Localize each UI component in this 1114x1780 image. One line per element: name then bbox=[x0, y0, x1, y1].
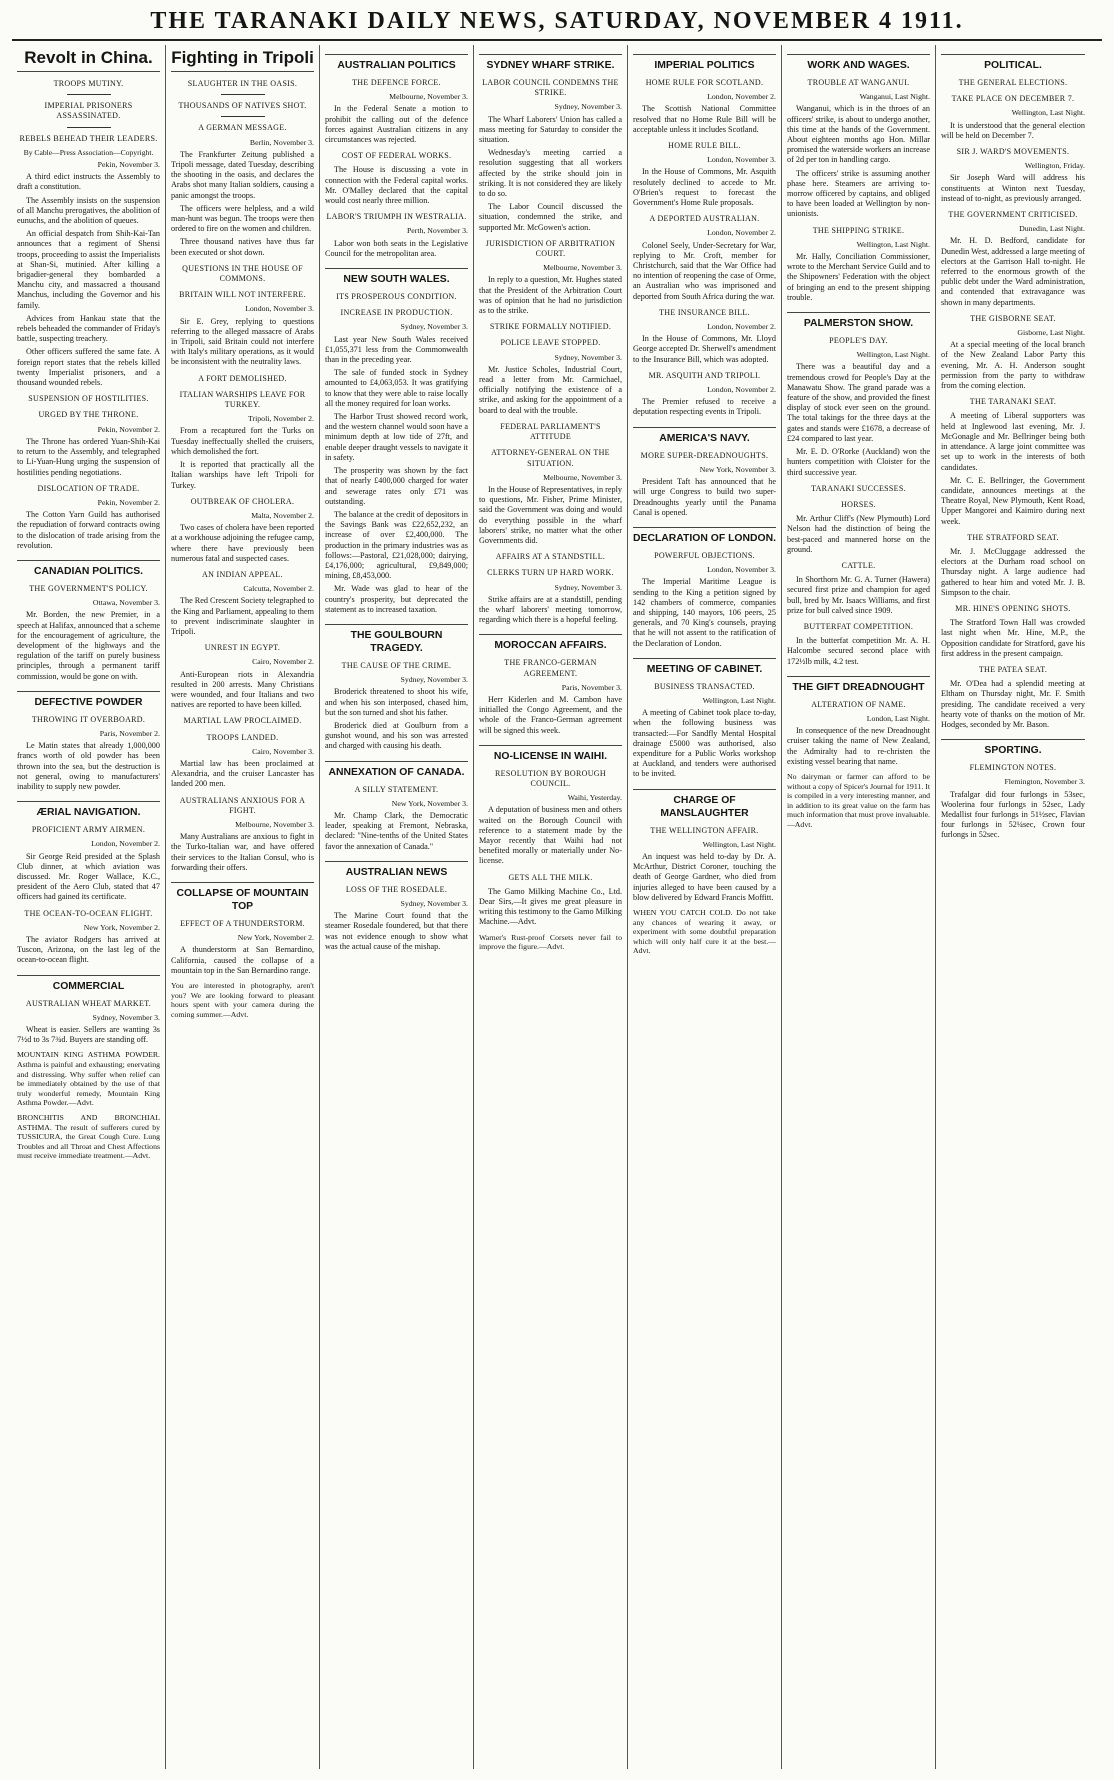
subhead: MR. HINE'S OPENING SHOTS. bbox=[955, 603, 1071, 613]
subhead: SIR J. WARD'S MOVEMENTS. bbox=[956, 147, 1070, 157]
advertisement: MOUNTAIN KING ASTHMA POWDER. Asthma is painful and exhausting; enervating and distressing. Why suffer when relief can be immediately obtained by the use of that truly wonderful remedy, Mountain King Asthma Powder.—Advt. bbox=[17, 1050, 160, 1108]
dateline: London, November 2. bbox=[707, 322, 776, 332]
subhead: A FORT DEMOLISHED. bbox=[198, 373, 287, 383]
paragraph: Mr. H. D. Bedford, candidate for Dunedin West, addressed a large meeting of electors at the Garrison Hall to-night. He referred to the enormous growth of the public debt under the Ward administration, and contended that extravagance was shown in many departments. bbox=[941, 236, 1085, 307]
paragraph: Sir Joseph Ward will address his constituents at Winton next Tuesday, instead of to-night, as previously arranged. bbox=[941, 173, 1085, 203]
paragraph: Advices from Hankau state that the rebels beheaded the commander of Friday's battle, suspecting treachery. bbox=[17, 313, 160, 344]
masthead: THE TARANAKI DAILY NEWS, SATURDAY, NOVEMBER 4 1911. bbox=[150, 8, 964, 34]
paragraph: An inquest was held to-day by Dr. A. McArthur, District Coroner, touching the death of George Gardner, who died from injuries alleged to have been caused by a blow delivered by Edward Francis Moffitt. bbox=[633, 851, 776, 902]
column-2 bbox=[166, 45, 320, 1769]
subhead: A DEPORTED AUSTRALIAN. bbox=[649, 214, 760, 224]
paragraph: In the House of Commons, Mr. Lloyd George accepted Dr. Sherwell's amendment to the Insurance Bill, which was adopted. bbox=[633, 334, 776, 364]
subhead: UNREST IN EGYPT. bbox=[204, 643, 281, 653]
dateline: Sydney, November 3. bbox=[554, 352, 622, 362]
paragraph: President Taft has announced that he will urge Congress to build two super-Dreadnoughts yearly until the Panama Canal is opened. bbox=[633, 477, 776, 517]
subhead: HOME RULE FOR SCOTLAND. bbox=[645, 78, 764, 87]
subhead: LOSS OF THE ROSEDALE. bbox=[345, 884, 448, 894]
paragraph: From a recaptured fort the Turks on Tuesday ineffectually shelled the cruisers, which demolished the fort. bbox=[171, 426, 314, 456]
paragraph: Martial law has been proclaimed at Alexandria, and the cruiser Lancaster has landed 200 men. bbox=[171, 758, 314, 789]
paragraph: Wanganui, which is in the throes of an officers' strike, is about to undergo another, this time at the hands of the Government. About eighteen months ago Hon. Millar promised the waterside workers an increase of 2d per ton in handling cargo. bbox=[787, 104, 930, 165]
paragraph: The Imperial Maritime League is sending to the King a petition signed by 142 chambers of commerce, companies and shipping, 140 mayors, 106 peers, 25 generals, and 70 King's counsels, praying that he will not assent to the ratification of the Declaration of London. bbox=[633, 577, 776, 648]
subhead: THE FRANCO-GERMAN AGREEMENT. bbox=[504, 658, 597, 678]
dateline: London, November 2. bbox=[707, 228, 776, 238]
headline-aerial-navigation: ÆRIAL NAVIGATION. bbox=[17, 801, 160, 819]
subhead: OUTBREAK OF CHOLERA. bbox=[190, 496, 295, 506]
subhead: PROFICIENT ARMY AIRMEN. bbox=[31, 825, 146, 835]
dateline: Berlin, November 3. bbox=[249, 137, 314, 147]
paragraph: Herr Kiderlen and M. Cambon have initialled the Congo Agreement, and the whole of the Franco-German agreement will be signed this week. bbox=[479, 694, 622, 735]
headline-sydney-wharf-strike: SYDNEY WHARF STRIKE. bbox=[479, 54, 622, 72]
subhead: SUSPENSION OF HOSTILITIES. bbox=[28, 394, 149, 404]
subhead: THE CAUSE OF THE CRIME. bbox=[341, 660, 452, 670]
paragraph: Colonel Seely, Under-Secretary for War, replying to Mr. Croft, member for Christchurch, said that the War Office had no intention of reopening the case of Orme, an Australian who was imprisoned and deported from South Africa during the war. bbox=[633, 240, 776, 301]
paragraph: It is understood that the general election will be held on December 7. bbox=[941, 120, 1085, 140]
paragraph: Anti-European riots in Alexandria resulted in 200 arrests. Many Christians were wounded, and four Italians and two natives are reported to have been killed. bbox=[171, 669, 314, 710]
subhead: MARTIAL LAW PROCLAIMED. bbox=[183, 716, 302, 726]
paragraph: Strike affairs are at a standstill, pending the wharf laborers' meeting tomorrow, regarding which there is a hopeful feeling. bbox=[479, 594, 622, 625]
subhead: THE GENERAL ELECTIONS. bbox=[958, 78, 1068, 87]
subhead: SLAUGHTER IN THE OASIS. bbox=[187, 79, 298, 88]
subhead: THE TARANAKI SEAT. bbox=[969, 397, 1057, 407]
divider bbox=[67, 94, 111, 95]
subhead: ITS PROSPEROUS CONDITION. bbox=[336, 292, 457, 302]
headline-australian-politics: AUSTRALIAN POLITICS bbox=[325, 54, 468, 72]
paragraph: In Shorthorn Mr. G. A. Turner (Hawera) secured first prize and champion for aged bull, bred by Mr. Isaacs Williams, and first prize for bull calved since 1909. bbox=[787, 575, 930, 615]
subhead: CATTLE. bbox=[841, 560, 876, 570]
paragraph: Sir E. Grey, replying to questions referring to the alleged massacre of Arabs in Tripoli, said Britain could not interfere with Italy's military operations, as it would be inconsistent with the neutrality laws. bbox=[171, 316, 314, 367]
paragraph: The Gamo Milking Machine Co., Ltd. Dear Sirs,—It gives me great pleasure in writing this testimony to the Gamo Milking Machine.—Advt. bbox=[479, 886, 622, 927]
dateline: Sydney, November 3. bbox=[400, 675, 468, 685]
dateline: Pekin, November 2. bbox=[97, 497, 160, 507]
paragraph: Broderick threatened to shoot his wife, and when his son interposed, chased him, but the son turned and shot his father. bbox=[325, 687, 468, 717]
paragraph: The officers were helpless, and a wild man-hunt was begun. The troops were then ordered to fire on the women and children. bbox=[171, 203, 314, 234]
paragraph: The Marine Court found that the steamer Rosedale foundered, but that there was not evidence enough to show what was the actual cause of the mishap. bbox=[325, 911, 468, 951]
credit-line: By Cable—Press Association—Copyright. bbox=[23, 147, 154, 157]
paragraph: Mr. O'Dea had a splendid meeting at Eltham on Thursday night, Mr. F. Smith presiding. The candidate received a very hearty vote of thanks on the motion of Mr. Hodges, seconded by Mr. Bason. bbox=[941, 679, 1085, 729]
paragraph: Mr. Arthur Cliff's (New Plymouth) Lord Nelson had the distinction of being the best-paced and mannered horse on the ground. bbox=[787, 514, 930, 554]
headline-gift-dreadnought: THE GIFT DREADNOUGHT bbox=[787, 676, 930, 694]
column-1 bbox=[12, 45, 166, 1769]
subhead: MORE SUPER-DREADNOUGHTS. bbox=[640, 450, 769, 460]
subhead: THE GOVERNMENT'S POLICY. bbox=[29, 583, 148, 593]
dateline: Sydney, November 3. bbox=[400, 898, 468, 908]
paragraph: The officers' strike is assuming another phase here. Steamers are arriving to-morrow officered by captains, and obliged to have been loaded at Wellington by non-unionists. bbox=[787, 168, 930, 219]
subhead: FLEMINGTON NOTES. bbox=[969, 763, 1057, 773]
subhead: BRITAIN WILL NOT INTERFERE. bbox=[179, 290, 306, 300]
column-4 bbox=[474, 45, 628, 1769]
subhead: PEOPLE'S DAY. bbox=[829, 336, 888, 346]
subhead: GETS ALL THE MILK. bbox=[508, 872, 593, 882]
dateline: Perth, November 3. bbox=[406, 226, 468, 236]
dateline: Gisborne, Last Night. bbox=[1017, 328, 1085, 338]
paragraph: A thunderstorm at San Bernardino, California, caused the collapse of a mountain top in the San Bernardino range. bbox=[171, 945, 314, 975]
headline-americas-navy: AMERICA'S NAVY. bbox=[633, 427, 776, 445]
subhead: TROUBLE AT WANGANUI. bbox=[807, 78, 910, 87]
dateline: London, November 2. bbox=[707, 92, 776, 102]
subhead: REBELS BEHEAD THEIR LEADERS. bbox=[19, 133, 158, 143]
columns bbox=[12, 45, 1102, 1769]
paragraph: Mr. Justice Scholes, Industrial Court, read a letter from Mr. Carmichael, officially notifying the existence of a strike, and asking for the appointment of a board to deal with the trouble. bbox=[479, 364, 622, 415]
divider bbox=[67, 127, 111, 128]
dateline: Calcutta, November 2. bbox=[243, 584, 314, 594]
paragraph: There was a beautiful day and a tremendous crowd for People's Day at the Manawatu Show. The grand parade was a feature of the show, and provided the finest display of stock ever seen on the ground. The total takings for the three days at the gates and stands were £1678, a decrease of £24 compared to last year. bbox=[787, 362, 930, 443]
subhead: INCREASE IN PRODUCTION. bbox=[340, 308, 453, 318]
subhead: POWERFUL OBJECTIONS. bbox=[654, 550, 755, 560]
column-6 bbox=[782, 45, 936, 1769]
subhead: ATTORNEY-GENERAL ON THE SITUATION. bbox=[491, 448, 610, 468]
dateline: New York, November 2. bbox=[83, 922, 160, 932]
headline-charge-manslaughter: CHARGE OF MANSLAUGHTER bbox=[633, 789, 776, 820]
paragraph: It is reported that practically all the Italian warships have left Tripoli for Turkey. bbox=[171, 460, 314, 490]
subhead: THE INSURANCE BILL. bbox=[659, 307, 750, 317]
headline-palmerston-show: PALMERSTON SHOW. bbox=[787, 312, 930, 330]
headline-sporting: SPORTING. bbox=[941, 739, 1085, 757]
dateline: Cairo, November 2. bbox=[252, 657, 314, 667]
dateline: Wellington, Last Night. bbox=[856, 239, 930, 249]
paragraph: In the House of Commons, Mr. Asquith resolutely declined to accede to Mr. O'Brien's request to forecast the Government's Home Rule proposals. bbox=[633, 167, 776, 208]
divider bbox=[221, 116, 265, 117]
paragraph: The Wharf Laborers' Union has called a mass meeting for Saturday to consider the situation. bbox=[479, 114, 622, 145]
paragraph: The Throne has ordered Yuan-Shih-Kai to return to the Assembly, and telegraphed to Li-Yuan-Hung urging the suspension of hostilities pending negotiations. bbox=[17, 436, 160, 477]
subhead: THOUSANDS OF NATIVES SHOT. bbox=[178, 101, 307, 111]
paragraph: Other officers suffered the same fate. A foreign report states that the rebels killed twenty Imperialist prisoners, and a thousand wounded rebels. bbox=[17, 347, 160, 388]
dateline: Melbourne, November 3. bbox=[543, 263, 622, 273]
paragraph: Two cases of cholera have been reported at a workhouse adjoining the refugee camp, where there have previously been numerous fatal and suspected cases. bbox=[171, 523, 315, 563]
paragraph: Last year New South Wales received £1,055,371 less from the Commonwealth than in the preceding year. bbox=[325, 334, 468, 365]
subhead: THE STRATFORD SEAT. bbox=[967, 532, 1059, 542]
paragraph: Wheat is easier. Sellers are wanting 3s 7½d to 3s 7¾d. Buyers are standing off. bbox=[17, 1025, 160, 1045]
subhead: TAKE PLACE ON DECEMBER 7. bbox=[951, 94, 1075, 104]
dateline: Wanganui, Last Night. bbox=[859, 92, 930, 102]
headline-political: POLITICAL. bbox=[941, 54, 1085, 72]
dateline: Sydney, November 3. bbox=[554, 102, 622, 112]
subhead: URGED BY THE THRONE. bbox=[38, 410, 139, 420]
paragraph: The Premier refused to receive a deputation respecting events in Tripoli. bbox=[633, 397, 776, 417]
headline-work-wages: WORK AND WAGES. bbox=[787, 54, 930, 72]
dateline: Pekin, November 3. bbox=[97, 160, 160, 170]
paragraph: Mr. Wade was glad to hear of the country's prosperity, but deprecated the statement as to increased taxation. bbox=[325, 584, 468, 614]
paragraph: A meeting of Cabinet took place to-day, when the following business was transacted:—For Sandfly Mental Hospital drainage £5000 was authorised, also expenditure for a Public Works workshop at Auckland, and tenders were authorised to be invited. bbox=[633, 708, 776, 779]
dateline: New York, November 3. bbox=[391, 798, 468, 808]
paragraph: Trafalgar did four furlongs in 53sec, Woolerina four furlongs in 52sec, Lady Medallist four furlongs in 51½sec, Flavian four furlongs in 52¼sec, Crown four furlongs in 52sec. bbox=[941, 789, 1085, 840]
subhead: DISLOCATION OF TRADE. bbox=[37, 483, 140, 493]
paragraph: The Scottish National Committee resolved that no Home Rule Bill will be acceptable unless it includes Scotland. bbox=[633, 104, 776, 134]
headline-meeting-cabinet: MEETING OF CABINET. bbox=[633, 658, 776, 676]
paragraph: Wednesday's meeting carried a resolution suggesting that all workers affected by the strike should join in striking. It is not considered they are likely to do so. bbox=[479, 148, 622, 199]
subhead: EFFECT OF A THUNDERSTORM. bbox=[180, 919, 305, 928]
subhead: POLICE LEAVE STOPPED. bbox=[500, 338, 601, 348]
dateline: Tripoli, November 2. bbox=[248, 414, 314, 424]
paragraph: Labor won both seats in the Legislative Council for the metropolitan area. bbox=[325, 238, 468, 258]
headline-australian-news: AUSTRALIAN NEWS bbox=[325, 861, 468, 879]
dateline: New York, November 3. bbox=[699, 464, 776, 474]
dateline: Sydney, November 3. bbox=[554, 582, 622, 592]
headline-collapse-mountain: COLLAPSE OF MOUNTAIN TOP bbox=[171, 882, 314, 913]
paragraph: Mr. Borden, the new Premier, in a speech at Halifax, announced that a scheme for the encouragement of agriculture, the development of the highways and the regulation of the tariff on purely business principles, through a permanent tariff commission, would be gone on with. bbox=[17, 610, 160, 681]
subhead: AUSTRALIANS ANXIOUS FOR A FIGHT. bbox=[179, 795, 306, 815]
subhead: A SILLY STATEMENT. bbox=[354, 784, 439, 794]
dateline: Melbourne, November 3. bbox=[543, 472, 622, 482]
subhead: MR. ASQUITH AND TRIPOLI. bbox=[648, 370, 761, 380]
dateline: Sydney, November 3. bbox=[400, 322, 468, 332]
dateline: Ottawa, November 3. bbox=[92, 598, 160, 608]
dateline: Pekin, November 2. bbox=[97, 424, 160, 434]
headline-canadian-politics: CANADIAN POLITICS. bbox=[17, 560, 160, 578]
dateline: London, November 2. bbox=[707, 385, 776, 395]
column-7 bbox=[936, 45, 1090, 1769]
subhead: STRIKE FORMALLY NOTIFIED. bbox=[489, 322, 612, 332]
paragraph: Three thousand natives have thus far been executed or shot down. bbox=[171, 237, 314, 257]
subhead: RESOLUTION BY BOROUGH COUNCIL. bbox=[495, 768, 606, 788]
paragraph: Mr. Hally, Conciliation Commissioner, wrote to the Merchant Service Guild and to the Shipowners' Federation with the object of bringing an end to the present shipping trouble. bbox=[787, 252, 930, 302]
paragraph: Broderick died at Goulburn from a gunshot wound, and his son was arrested and charged with causing his death. bbox=[325, 720, 468, 751]
advertisement: No dairyman or farmer can afford to be without a copy of Spicer's Journal for 1911. It is compiled in a very interesting manner, and in addition to its great value on the farm has much information that must prove invaluable.—Advt. bbox=[787, 771, 930, 829]
dateline: London, November 3. bbox=[707, 155, 776, 165]
headline-fighting-tripoli: Fighting in Tripoli bbox=[171, 47, 314, 72]
dateline: Wellington, Last Night. bbox=[702, 695, 776, 705]
column-5 bbox=[628, 45, 782, 1769]
headline-new-south-wales: NEW SOUTH WALES. bbox=[325, 268, 468, 286]
subhead: THE SHIPPING STRIKE. bbox=[812, 225, 905, 235]
dateline: Waihi, Yesterday. bbox=[567, 793, 622, 803]
paragraph: The Labor Council discussed the situation, condemned the strike, and supported Mr. McGowen's action. bbox=[479, 202, 622, 232]
subhead: THE GOVERNMENT CRITICISED. bbox=[948, 210, 1078, 220]
headline-moroccan-affairs: MOROCCAN AFFAIRS. bbox=[479, 634, 622, 652]
column-3 bbox=[320, 45, 474, 1769]
paragraph: In consequence of the new Dreadnought cruiser taking the name of New Zealand, the Admiralty had to re-christen the existing vessel bearing that name. bbox=[787, 726, 930, 766]
subhead: THE OCEAN-TO-OCEAN FLIGHT. bbox=[24, 908, 153, 918]
dateline: Paris, November 2. bbox=[99, 728, 160, 738]
subhead: AFFAIRS AT A STANDSTILL. bbox=[495, 552, 606, 562]
headline-defective-powder: DEFECTIVE POWDER bbox=[17, 691, 160, 709]
subhead: FEDERAL PARLIAMENT'S ATTITUDE bbox=[500, 421, 601, 442]
subhead: THE GISBORNE SEAT. bbox=[970, 313, 1056, 323]
subhead: THE DEFENCE FORCE. bbox=[352, 78, 441, 87]
masthead-rule bbox=[12, 39, 1102, 41]
paragraph: Mr. E. D. O'Rorke (Auckland) won the hunters competition with Cloister for the third successive year. bbox=[787, 447, 930, 477]
dateline: London, November 3. bbox=[707, 565, 776, 575]
dateline: Melbourne, November 3. bbox=[389, 92, 468, 102]
paragraph: The Red Crescent Society telegraphed to the King and Parliament, appealing to them to prevent indiscriminate slaughter in Tripoli. bbox=[171, 596, 314, 636]
advertisement: Warner's Rust-proof Corsets never fail to improve the figure.—Advt. bbox=[479, 932, 622, 952]
subhead: TROOPS LANDED. bbox=[206, 732, 279, 742]
subhead: ALTERATION OF NAME. bbox=[811, 699, 906, 709]
subhead: HORSES. bbox=[841, 499, 876, 509]
paragraph: The balance at the credit of depositors in the Savings Bank was £22,652,232, an increase of over £2,400,000. The production in the primary industries was as follows:—Pastoral, £21,028,000; dairying, £4,176,000; agricultural, £9,849,000; mining, £8,453,000. bbox=[325, 509, 468, 581]
subhead: TARANAKI SUCCESSES. bbox=[811, 483, 906, 493]
dateline: Sydney, November 3. bbox=[92, 1012, 160, 1022]
paragraph: The House is discussing a vote in connection with the Federal capital works. Mr. O'Malley declared that the capital would cost nearly three million. bbox=[325, 165, 468, 206]
paragraph: Le Matin states that already 1,000,000 francs worth of old powder has been thrown into the sea, but the destruction is not general, owing to manufacturers' inability to supply new powder. bbox=[17, 741, 160, 791]
dateline: London, November 2. bbox=[91, 839, 160, 849]
subhead: THE PATEA SEAT. bbox=[978, 664, 1048, 674]
paragraph: Mr. Champ Clark, the Democratic leader, speaking at Fremont, Nebraska, declared: "Nine-tenths of the United States favor the annexation of Canada." bbox=[325, 810, 468, 851]
subhead: LABOR COUNCIL CONDEMNS THE STRIKE. bbox=[482, 78, 619, 98]
paragraph: Sir George Reid presided at the Splash Club dinner, at which aviation was discussed. Mr. Roger Wallace, K.C., president of the Aero Club, stated that 47 officers had gained its certificate. bbox=[17, 851, 160, 902]
subhead: COST OF FEDERAL WORKS. bbox=[341, 151, 452, 161]
dateline: Cairo, November 3. bbox=[252, 746, 314, 756]
dateline: Flemington, November 3. bbox=[1004, 777, 1085, 787]
advertisement: BRONCHITIS AND BRONCHIAL ASTHMA. The result of sufferers cured by TUSSICURA, the Great Cough Cure. Lung Troubles and all Throat and Chest Affections must receive immediate treatment.—Advt. bbox=[17, 1112, 160, 1161]
subhead: THE WELLINGTON AFFAIR. bbox=[650, 825, 759, 835]
subhead: TROOPS MUTINY. bbox=[53, 79, 124, 88]
paragraph: The Assembly insists on the suspension of all Manchu prerogatives, the abolition of eunuchs, and the abolition of queues. bbox=[17, 195, 160, 226]
paragraph: In reply to a question, Mr. Hughes stated that the President of the Arbitration Court was of opinion that he had no jurisdiction as to the strike. bbox=[479, 275, 622, 316]
dateline: Paris, November 3. bbox=[561, 682, 622, 692]
dateline: Wellington, Last Night. bbox=[856, 350, 930, 360]
paragraph: In the House of Representatives, in reply to questions, Mr. Fisher, Prime Minister, said the Government was doing and would do everything possible in the wharf laborers' strike, no matter what the other Governments did. bbox=[479, 484, 622, 545]
subhead: AN INDIAN APPEAL. bbox=[202, 569, 283, 579]
headline-revolt-china: Revolt in China. bbox=[17, 47, 160, 72]
headline-no-license-waihi: NO-LICENSE IN WAIHI. bbox=[479, 745, 622, 763]
subhead: CLERKS TURN UP HARD WORK. bbox=[487, 568, 614, 578]
dateline: Wellington, Last Night. bbox=[702, 839, 776, 849]
dateline: Malta, November 2. bbox=[251, 510, 314, 520]
headline-goulburn-tragedy: THE GOULBOURN TRAGEDY. bbox=[325, 624, 468, 655]
paragraph: The aviator Rodgers has arrived at Tuscon, Arizona, on the last leg of the ocean-to-ocean flight. bbox=[17, 935, 160, 965]
paragraph: The prosperity was shown by the fact that of nearly £400,000 charged for water and sewerage rates only £71 was outstanding. bbox=[325, 466, 468, 506]
paragraph: The Cotton Yarn Guild has authorised the repudiation of forward contracts owing to the dislocation of trade arising from the revolution. bbox=[17, 510, 160, 550]
divider bbox=[221, 94, 265, 95]
subhead: HOME RULE BILL. bbox=[668, 141, 741, 151]
paragraph: Mr. C. E. Bellringer, the Government candidate, announces meetings at the Theatre Royal, New Plymouth, Kent Road, Upper Mangorei and Kaimiro during next week. bbox=[941, 475, 1085, 526]
paragraph: At a special meeting of the local branch of the New Zealand Labor Party this evening, Mr. A. H. Anderson sought permission from the party to withdraw from the coming election. bbox=[941, 340, 1085, 391]
subhead: THROWING IT OVERBOARD. bbox=[31, 714, 146, 724]
dateline: Melbourne, November 3. bbox=[235, 819, 314, 829]
headline-imperial-politics: IMPERIAL POLITICS bbox=[633, 54, 776, 72]
headline-annexation-canada: ANNEXATION OF CANADA. bbox=[325, 761, 468, 779]
subhead: LABOR'S TRIUMPH IN WESTRALIA. bbox=[326, 212, 467, 222]
subhead: BUTTERFAT COMPETITION. bbox=[803, 621, 914, 631]
paragraph: Many Australians are anxious to fight in the Turko-Italian war, and have offered their services to the Italian Consul, who is forwarding their offers. bbox=[171, 832, 314, 872]
headline-commercial: COMMERCIAL bbox=[17, 975, 160, 993]
dateline: Wellington, Last Night. bbox=[1011, 108, 1085, 118]
paragraph: Mr. J. McCluggage addressed the electors at the Durham road school on Thursday night. A large audience had gathered to hear him and voted Mr. J. B. Simpson to the chair. bbox=[941, 546, 1085, 597]
dateline: Dunedin, Last Night. bbox=[1019, 224, 1085, 234]
paragraph: A third edict instructs the Assembly to draft a constitution. bbox=[17, 172, 160, 192]
paragraph: The sale of funded stock in Sydney amounted to £4,063,053. It was gratifying to know that they were able to raise locally all the money required for loan works. bbox=[325, 368, 468, 408]
subhead: IMPERIAL PRISONERS ASSASSINATED. bbox=[44, 101, 133, 121]
advertisement: WHEN YOU CATCH COLD. Do not take any chances of wearing it away, or experiment with some doubtful preparation which will only half cure it at the best.—Advt. bbox=[633, 907, 776, 956]
dateline: Wellington, Friday. bbox=[1024, 161, 1085, 171]
subhead: ITALIAN WARSHIPS LEAVE FOR TURKEY. bbox=[179, 389, 306, 410]
subhead: A GERMAN MESSAGE. bbox=[198, 123, 287, 133]
headline-declaration-london: DECLARATION OF LONDON. bbox=[633, 527, 776, 545]
paragraph: In the Federal Senate a motion to prohibit the calling out of the defence forces against Australian citizens in any circumstances was rejected. bbox=[325, 104, 468, 145]
dateline: London, November 3. bbox=[245, 304, 314, 314]
subhead: JURISDICTION OF ARBITRATION COURT. bbox=[485, 238, 616, 259]
subhead: QUESTIONS IN THE HOUSE OF COMMONS. bbox=[182, 263, 303, 284]
paragraph: The Frankfurter Zeitung published a Tripoli message, dated Tuesday, describing the shooting in the oasis, and declares the Arabs shot many Italian soldiers, causing a panic amongst the troops. bbox=[171, 149, 314, 200]
paragraph: An official despatch from Shih-Kai-Tan announces that a regiment of Shensi troops, proceeding to assist the Imperialists at Shan-Si, mutinied. After killing a brigadier-general they bombarded a Manchu city, and massacred a thousand Manchus, including the Governor and his family. bbox=[17, 229, 160, 310]
subhead: AUSTRALIAN WHEAT MARKET. bbox=[25, 998, 152, 1008]
advertisement: You are interested in photography, aren't you? We are looking forward to pleasant hours spent with your camera during the coming summer.—Advt. bbox=[171, 981, 314, 1019]
paragraph: A deputation of business men and others waited on the Borough Council with reference to a statement made by the Mayor recently that Waihi had not benefited morally or materially under No-license. bbox=[479, 805, 622, 866]
paragraph: A meeting of Liberal supporters was held at Inglewood last evening, Mr. J. McGonagle and Mr. Bellringer being both in attendance. A large joint committee was set up to work in the interests of both candidates. bbox=[941, 411, 1085, 472]
dateline: New York, November 2. bbox=[237, 933, 314, 943]
paragraph: In the butterfat competition Mr. A. H. Halcombe secured second place with 172½lb milk, 4.2 test. bbox=[787, 636, 930, 666]
paragraph: The Stratford Town Hall was crowded last night when Mr. Hine, M.P., the Opposition candidate for Stratford, gave his first address in the present campaign. bbox=[941, 618, 1085, 658]
paragraph: The Harbor Trust showed record work, and the western channel would soon have a minimum depth at low tide of 27ft, and enable deeper draught vessels to navigate it in safety. bbox=[325, 412, 468, 462]
subhead: BUSINESS TRANSACTED. bbox=[654, 681, 755, 691]
dateline: London, Last Night. bbox=[866, 713, 930, 723]
